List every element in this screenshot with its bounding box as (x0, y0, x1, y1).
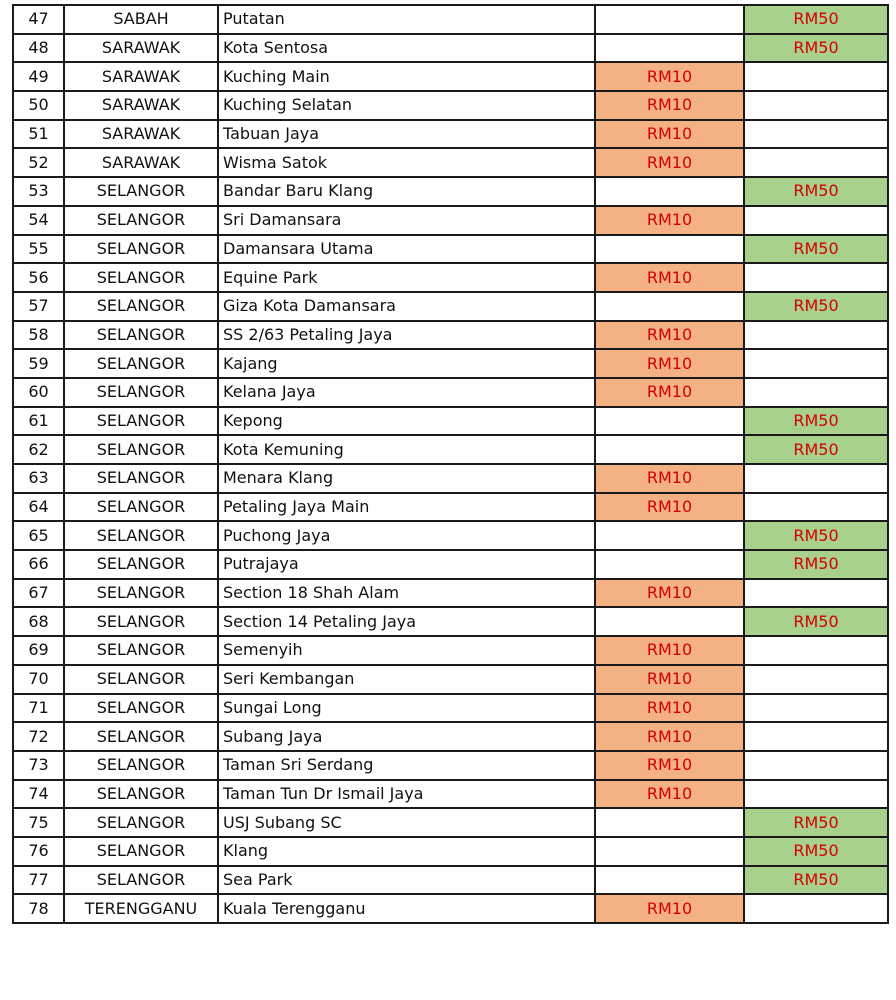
row-number-cell: 76 (13, 837, 64, 866)
rm10-cell: RM10 (595, 722, 744, 751)
branch-name-cell: Puchong Jaya (218, 521, 595, 550)
branch-name-cell: Kuching Selatan (218, 91, 595, 120)
row-number-cell: 63 (13, 464, 64, 493)
rm10-cell (595, 407, 744, 436)
table-row (13, 292, 888, 321)
table-row (13, 349, 888, 378)
rm50-cell (744, 378, 888, 407)
table-row (13, 808, 888, 837)
table-row (13, 206, 888, 235)
branch-table (12, 4, 889, 924)
row-number-cell: 72 (13, 722, 64, 751)
rm10-cell (595, 837, 744, 866)
table-row (13, 722, 888, 751)
branch-name-cell: Kuching Main (218, 62, 595, 91)
rm50-cell (744, 636, 888, 665)
state-cell: SELANGOR (64, 722, 218, 751)
rm10-cell (595, 808, 744, 837)
rm10-cell (595, 34, 744, 63)
branch-name-cell: Menara Klang (218, 464, 595, 493)
row-number-cell: 61 (13, 407, 64, 436)
branch-name-cell: Kota Kemuning (218, 435, 595, 464)
state-cell: SABAH (64, 5, 218, 34)
branch-name-cell: Seri Kembangan (218, 665, 595, 694)
rm50-cell: RM50 (744, 607, 888, 636)
row-number-cell: 69 (13, 636, 64, 665)
branch-name-cell: SS 2/63 Petaling Jaya (218, 321, 595, 350)
branch-name-cell: Wisma Satok (218, 148, 595, 177)
state-cell: SELANGOR (64, 206, 218, 235)
table-row (13, 837, 888, 866)
branch-name-cell: Kota Sentosa (218, 34, 595, 63)
table-body (13, 5, 888, 923)
row-number-cell: 47 (13, 5, 64, 34)
rm10-cell: RM10 (595, 120, 744, 149)
rm10-cell (595, 550, 744, 579)
branch-name-cell: Petaling Jaya Main (218, 493, 595, 522)
state-cell: SELANGOR (64, 292, 218, 321)
rm10-cell (595, 235, 744, 264)
rm50-cell (744, 148, 888, 177)
state-cell: SARAWAK (64, 148, 218, 177)
branch-name-cell: Equine Park (218, 263, 595, 292)
state-cell: SELANGOR (64, 235, 218, 264)
rm50-cell (744, 722, 888, 751)
table-row (13, 5, 888, 34)
rm50-cell (744, 665, 888, 694)
state-cell: SELANGOR (64, 407, 218, 436)
state-cell: SELANGOR (64, 435, 218, 464)
table-row (13, 34, 888, 63)
state-cell: SELANGOR (64, 378, 218, 407)
rm50-cell (744, 62, 888, 91)
row-number-cell: 54 (13, 206, 64, 235)
row-number-cell: 60 (13, 378, 64, 407)
branch-name-cell: USJ Subang SC (218, 808, 595, 837)
row-number-cell: 74 (13, 780, 64, 809)
table-row (13, 636, 888, 665)
rm10-cell: RM10 (595, 464, 744, 493)
rm50-cell: RM50 (744, 435, 888, 464)
rm10-cell: RM10 (595, 206, 744, 235)
table-row (13, 407, 888, 436)
table-row (13, 120, 888, 149)
rm50-cell (744, 751, 888, 780)
rm50-cell (744, 694, 888, 723)
row-number-cell: 50 (13, 91, 64, 120)
rm10-cell: RM10 (595, 263, 744, 292)
rm50-cell (744, 263, 888, 292)
branch-name-cell: Taman Sri Serdang (218, 751, 595, 780)
state-cell: SARAWAK (64, 120, 218, 149)
branch-name-cell: Semenyih (218, 636, 595, 665)
branch-name-cell: Kajang (218, 349, 595, 378)
table-row (13, 378, 888, 407)
rm50-cell (744, 120, 888, 149)
branch-name-cell: Section 18 Shah Alam (218, 579, 595, 608)
table-row (13, 235, 888, 264)
rm50-cell: RM50 (744, 177, 888, 206)
state-cell: SARAWAK (64, 34, 218, 63)
rm10-cell: RM10 (595, 321, 744, 350)
rm10-cell: RM10 (595, 579, 744, 608)
rm10-cell: RM10 (595, 894, 744, 923)
rm10-cell: RM10 (595, 751, 744, 780)
branch-name-cell: Giza Kota Damansara (218, 292, 595, 321)
table-row (13, 694, 888, 723)
branch-name-cell: Sea Park (218, 866, 595, 895)
table-row (13, 579, 888, 608)
branch-name-cell: Sungai Long (218, 694, 595, 723)
row-number-cell: 73 (13, 751, 64, 780)
branch-name-cell: Taman Tun Dr Ismail Jaya (218, 780, 595, 809)
state-cell: SELANGOR (64, 607, 218, 636)
table-row (13, 148, 888, 177)
row-number-cell: 64 (13, 493, 64, 522)
state-cell: SELANGOR (64, 636, 218, 665)
branch-name-cell: Putrajaya (218, 550, 595, 579)
state-cell: SELANGOR (64, 665, 218, 694)
rm10-cell (595, 292, 744, 321)
rm50-cell (744, 894, 888, 923)
rm50-cell: RM50 (744, 808, 888, 837)
row-number-cell: 66 (13, 550, 64, 579)
rm50-cell: RM50 (744, 521, 888, 550)
state-cell: SELANGOR (64, 550, 218, 579)
state-cell: SELANGOR (64, 493, 218, 522)
state-cell: SELANGOR (64, 263, 218, 292)
table-row (13, 607, 888, 636)
table-row (13, 751, 888, 780)
table-row (13, 665, 888, 694)
rm50-cell (744, 579, 888, 608)
rm50-cell (744, 321, 888, 350)
row-number-cell: 67 (13, 579, 64, 608)
branch-name-cell: Kepong (218, 407, 595, 436)
rm50-cell (744, 464, 888, 493)
row-number-cell: 59 (13, 349, 64, 378)
state-cell: SELANGOR (64, 866, 218, 895)
rm50-cell: RM50 (744, 34, 888, 63)
rm10-cell: RM10 (595, 62, 744, 91)
rm50-cell: RM50 (744, 292, 888, 321)
row-number-cell: 62 (13, 435, 64, 464)
table-row (13, 521, 888, 550)
rm10-cell: RM10 (595, 665, 744, 694)
branch-name-cell: Subang Jaya (218, 722, 595, 751)
table-row (13, 62, 888, 91)
state-cell: SELANGOR (64, 464, 218, 493)
table-row (13, 866, 888, 895)
rm50-cell: RM50 (744, 235, 888, 264)
rm50-cell: RM50 (744, 550, 888, 579)
row-number-cell: 49 (13, 62, 64, 91)
rm10-cell: RM10 (595, 378, 744, 407)
table-row (13, 177, 888, 206)
row-number-cell: 65 (13, 521, 64, 550)
table-row (13, 550, 888, 579)
state-cell: SELANGOR (64, 321, 218, 350)
branch-name-cell: Sri Damansara (218, 206, 595, 235)
row-number-cell: 77 (13, 866, 64, 895)
state-cell: SELANGOR (64, 349, 218, 378)
rm10-cell (595, 435, 744, 464)
row-number-cell: 68 (13, 607, 64, 636)
row-number-cell: 56 (13, 263, 64, 292)
table-row (13, 894, 888, 923)
state-cell: SELANGOR (64, 521, 218, 550)
row-number-cell: 55 (13, 235, 64, 264)
table-row (13, 321, 888, 350)
rm50-cell: RM50 (744, 407, 888, 436)
row-number-cell: 57 (13, 292, 64, 321)
state-cell: SELANGOR (64, 751, 218, 780)
branch-name-cell: Bandar Baru Klang (218, 177, 595, 206)
branch-name-cell: Damansara Utama (218, 235, 595, 264)
branch-name-cell: Kuala Terengganu (218, 894, 595, 923)
branch-name-cell: Section 14 Petaling Jaya (218, 607, 595, 636)
rm10-cell (595, 177, 744, 206)
state-cell: SELANGOR (64, 780, 218, 809)
state-cell: SELANGOR (64, 694, 218, 723)
rm50-cell: RM50 (744, 837, 888, 866)
rm10-cell: RM10 (595, 493, 744, 522)
state-cell: SELANGOR (64, 177, 218, 206)
state-cell: SELANGOR (64, 579, 218, 608)
rm10-cell: RM10 (595, 694, 744, 723)
table-row (13, 493, 888, 522)
row-number-cell: 58 (13, 321, 64, 350)
rm10-cell (595, 607, 744, 636)
row-number-cell: 70 (13, 665, 64, 694)
row-number-cell: 75 (13, 808, 64, 837)
table-row (13, 435, 888, 464)
state-cell: SARAWAK (64, 62, 218, 91)
row-number-cell: 71 (13, 694, 64, 723)
rm50-cell (744, 780, 888, 809)
state-cell: SARAWAK (64, 91, 218, 120)
rm10-cell (595, 521, 744, 550)
row-number-cell: 52 (13, 148, 64, 177)
rm10-cell: RM10 (595, 349, 744, 378)
branch-name-cell: Putatan (218, 5, 595, 34)
row-number-cell: 48 (13, 34, 64, 63)
table-row (13, 464, 888, 493)
rm50-cell: RM50 (744, 866, 888, 895)
table-row (13, 263, 888, 292)
rm50-cell: RM50 (744, 5, 888, 34)
state-cell: SELANGOR (64, 837, 218, 866)
rm10-cell: RM10 (595, 148, 744, 177)
rm10-cell: RM10 (595, 780, 744, 809)
rm10-cell (595, 5, 744, 34)
rm50-cell (744, 206, 888, 235)
row-number-cell: 51 (13, 120, 64, 149)
state-cell: TERENGGANU (64, 894, 218, 923)
rm10-cell (595, 866, 744, 895)
rm10-cell: RM10 (595, 636, 744, 665)
branch-name-cell: Klang (218, 837, 595, 866)
branch-name-cell: Tabuan Jaya (218, 120, 595, 149)
rm50-cell (744, 91, 888, 120)
row-number-cell: 78 (13, 894, 64, 923)
table-row (13, 91, 888, 120)
state-cell: SELANGOR (64, 808, 218, 837)
rm50-cell (744, 349, 888, 378)
rm50-cell (744, 493, 888, 522)
rm10-cell: RM10 (595, 91, 744, 120)
row-number-cell: 53 (13, 177, 64, 206)
table-row (13, 780, 888, 809)
branch-name-cell: Kelana Jaya (218, 378, 595, 407)
